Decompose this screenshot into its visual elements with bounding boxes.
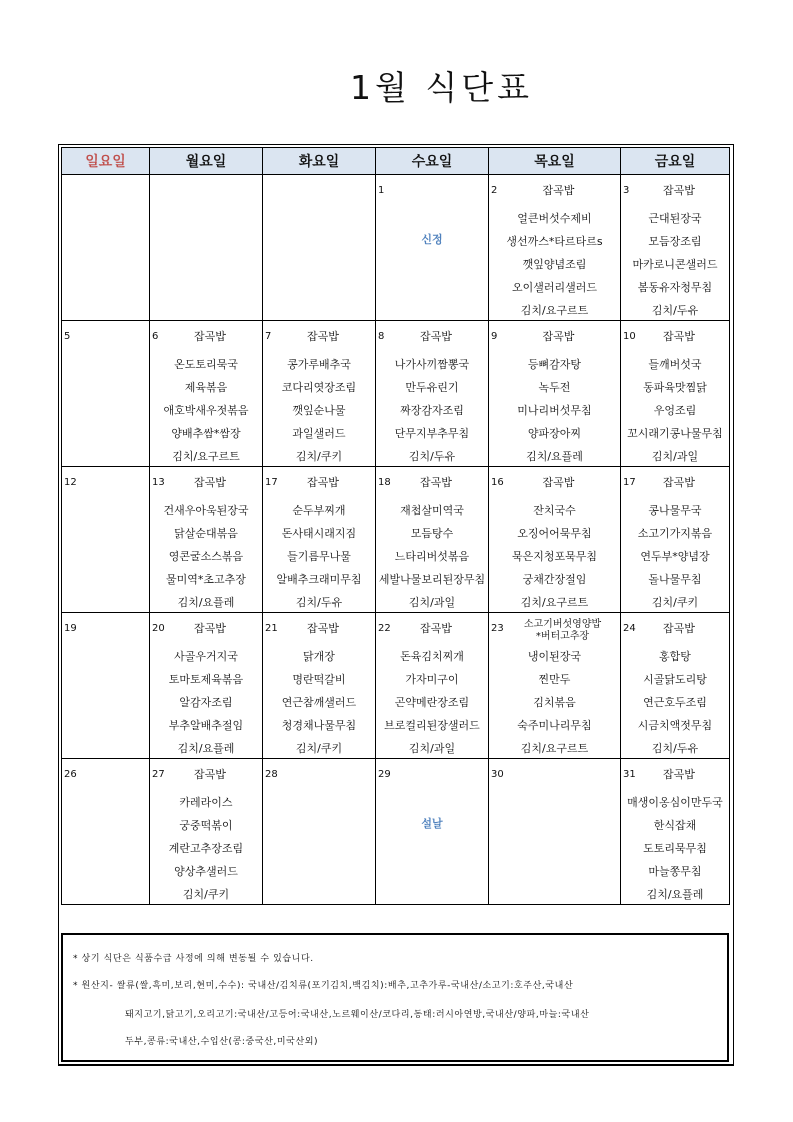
menu-item: 김치/요구르트 [520,596,589,609]
day-number: 28 [265,769,278,780]
menu-item: 닭개장 [303,650,335,663]
menu-item: 돈육김치찌개 [400,650,464,663]
menu-item: 봄동유자청무침 [637,281,713,294]
menu-item: 도토리묵무침 [643,842,707,855]
menu-item: 녹두전 [538,381,571,394]
day-cell [263,321,376,467]
menu-item: 매생이옹심이만두국 [627,796,723,809]
menu-item: 세발나물보리된장무침 [378,573,486,586]
rice-item: 잡곡밥 [194,476,226,489]
menu-item: 들깨버섯국 [648,358,702,371]
day-cell [489,467,621,613]
menu-item: 오징어어묵무침 [517,527,592,540]
header-tuesday: 화요일 [263,148,376,175]
day-cell [489,613,621,759]
menu-item: 마카로니콘샐러드 [632,258,718,271]
rice-item: 잡곡밥 [663,768,695,781]
menu-item: 미나리버섯무침 [517,404,592,417]
day-number: 27 [152,769,165,780]
menu-item: 나가사끼짬뽕국 [394,358,470,371]
day-cell [376,759,489,905]
menu-item: 양배추쌈*쌈장 [171,427,241,440]
day-number: 8 [378,331,385,342]
day-number: 18 [378,477,391,488]
day-number: 10 [623,331,636,342]
menu-item: 김치/요플레 [177,596,235,609]
menu-item: 김치/요구르트 [520,742,589,755]
day-cell [621,175,730,321]
note-origin-2: 돼지고기,닭고기,오리고기:국내산/고등어:국내산,노르웨이산/코다리,동태:러시아연방,국내산/양파,마늘:국내산 [125,1010,590,1020]
rice-item: 잡곡밥 [420,476,452,489]
menu-item: 김치/쿠키 [182,888,230,901]
day-number: 20 [152,623,165,634]
menu-item: 만두유린기 [405,381,459,394]
menu-item: 모듬장조림 [648,235,702,248]
menu-item: 근대된장국 [648,212,702,225]
day-cell [263,613,376,759]
week-row [62,321,730,467]
menu-item: 김치/쿠키 [295,450,343,463]
menu-item: 짜장감자조림 [400,404,464,417]
menu-item: 토마토제육볶음 [168,673,244,686]
day-number: 5 [64,331,71,342]
day-cell [376,467,489,613]
menu-item: 숙주미나리무침 [517,719,592,732]
menu-item: 양파장아찌 [527,427,582,440]
menu-item: 돌나물무침 [648,573,702,586]
day-number: 29 [378,769,391,780]
rice-item: 잡곡밥 [663,184,695,197]
menu-item: 김치/과일 [651,450,699,463]
menu-item: 과일샐러드 [292,427,346,440]
menu-item: 김치/요플레 [526,450,583,463]
day-number: 22 [378,623,391,634]
day-number: 19 [64,623,77,634]
day-cell [376,175,489,321]
day-number: 17 [623,477,636,488]
menu-item: 궁채간장절임 [522,573,587,586]
week-row [62,759,730,905]
menu-item: 닭살순대볶음 [174,527,238,540]
special-rice-line: *버터고추장 [535,631,590,642]
menu-item: 모듬탕수 [410,527,454,540]
menu-item: 연근참깨샐러드 [281,696,357,709]
menu-item: 연두부*양념장 [640,550,710,563]
day-number: 12 [64,477,77,488]
menu-item: 김치/요구르트 [520,304,589,317]
menu-item: 소고기가지볶음 [637,527,713,540]
menu-item: 생선까스*타르타르s [506,235,603,248]
notes-box [61,933,729,1062]
menu-item: 김치/요플레 [177,742,235,755]
day-number: 6 [152,331,159,342]
menu-item: 김치/요플레 [646,888,704,901]
day-cell [376,321,489,467]
menu-item: 한식잡채 [653,819,697,832]
rice-item: 잡곡밥 [542,184,575,197]
day-cell [62,759,150,905]
menu-item: 찐만두 [538,673,571,686]
menu-item: 카레라이스 [179,796,233,809]
menu-item: 단무지부추무침 [394,427,470,440]
menu-item: 곤약메란장조림 [394,696,470,709]
day-cell [150,759,263,905]
day-number: 7 [265,331,272,342]
rice-item: 잡곡밥 [194,330,226,343]
header-sunday: 일요일 [62,148,150,175]
special-rice-line: 소고기버섯영양밥 [523,619,602,630]
day-cell [621,321,730,467]
weekday-header-row [62,148,730,175]
menu-item: 물미역*초고추장 [166,573,246,586]
day-cell [621,759,730,905]
menu-item: 홍합탕 [659,650,691,663]
menu-item: 애호박새우젓볶음 [163,404,249,417]
day-number: 9 [491,331,498,342]
rice-item: 잡곡밥 [307,622,339,635]
day-number: 31 [623,769,636,780]
menu-item: 느타리버섯볶음 [394,550,470,563]
day-cell [489,175,621,321]
menu-item: 가자미구이 [405,673,459,686]
menu-item: 김치/두유 [651,304,699,317]
menu-item: 김치/쿠키 [295,742,343,755]
menu-item: 돈사태시래지짐 [281,527,357,540]
menu-item: 김치/과일 [408,596,456,609]
day-cell [150,175,263,321]
day-number: 17 [265,477,278,488]
menu-item: 김치/요구르트 [172,450,240,463]
menu-item: 부추알배추절임 [168,719,244,732]
day-number: 13 [152,477,165,488]
day-cell [62,321,150,467]
day-number: 23 [491,623,504,634]
day-number: 26 [64,769,77,780]
week-row [62,613,730,759]
holiday-label: 신정 [421,233,443,246]
menu-item: 깻잎순나물 [292,404,346,417]
day-cell [621,613,730,759]
day-number: 30 [491,769,504,780]
rice-item: 잡곡밥 [542,330,575,343]
day-cell [263,175,376,321]
menu-item: 김치/과일 [408,742,456,755]
day-number: 1 [378,185,385,196]
menu-item: 시골닭도리탕 [643,673,707,686]
holiday-label: 설날 [421,817,443,830]
menu-item: 시금치액젓무침 [637,719,713,732]
day-cell [150,321,263,467]
week-row [62,467,730,613]
menu-item: 브로컬리된장샐러드 [384,719,480,732]
menu-item: 사골우거지국 [174,650,238,663]
day-cell [489,321,621,467]
menu-item: 연근호두조림 [643,696,707,709]
menu-item: 김치/두유 [408,450,456,463]
menu-item: 김치볶음 [533,696,576,709]
menu-item: 건새우아욱된장국 [163,504,249,517]
day-cell [489,759,621,905]
day-cell [62,613,150,759]
day-number: 21 [265,623,278,634]
note-origin-3: 두부,콩류:국내산,수입산(콩:중국산,미국산외) [125,1037,319,1047]
menu-item: 양상추샐러드 [174,865,238,878]
day-cell [376,613,489,759]
menu-item: 들기름무나물 [287,550,351,563]
menu-item: 온도토리묵국 [174,358,238,371]
menu-item: 우엉조림 [653,404,697,417]
day-number: 2 [491,185,498,196]
menu-item: 궁중떡볶이 [179,819,233,832]
menu-item: 영콘굴소스볶음 [168,550,244,563]
menu-item: 등뼈감자탕 [527,358,582,371]
menu-item: 콩나물무국 [648,504,702,517]
menu-item: 김치/두유 [295,596,343,609]
menu-item: 얼큰버섯수제비 [517,212,592,225]
menu-item: 동파육맛찜닭 [643,381,707,394]
menu-item: 냉이된장국 [527,650,582,663]
menu-item: 코다리엿장조림 [281,381,357,394]
menu-item: 계란고추장조림 [168,842,244,855]
rice-item: 잡곡밥 [663,330,695,343]
menu-item: 재첩살미역국 [400,504,464,517]
page-title: 1월 식단표 [350,68,533,107]
rice-item: 잡곡밥 [420,330,452,343]
rice-item: 잡곡밥 [194,622,226,635]
week-row [62,175,730,321]
rice-item: 잡곡밥 [307,330,339,343]
rice-item: 잡곡밥 [307,476,339,489]
menu-item: 콩가루배추국 [287,358,351,371]
rice-item: 잡곡밥 [194,768,226,781]
menu-item: 알감자조림 [179,696,233,709]
day-cell [62,175,150,321]
menu-item: 꼬시래기콩나물무침 [627,427,723,440]
menu-item: 청경채나물무침 [281,719,357,732]
header-monday: 월요일 [150,148,263,175]
rice-item: 잡곡밥 [420,622,452,635]
menu-item: 깻잎양념조림 [522,258,587,271]
rice-item: 잡곡밥 [663,622,695,635]
day-cell [621,467,730,613]
day-cell [263,759,376,905]
note-notice: * 상기 식단은 식품수급 사정에 의해 변동될 수 있습니다. [73,954,314,964]
menu-item: 알배추크래미무침 [276,573,362,586]
day-cell [150,613,263,759]
menu-item: 마늘쫑무침 [648,865,702,878]
header-friday: 금요일 [621,148,730,175]
day-number: 3 [623,185,630,196]
menu-item: 묵은지청포묵무침 [511,550,597,563]
menu-item: 순두부찌개 [292,504,346,517]
header-thursday: 목요일 [489,148,621,175]
day-number: 24 [623,623,636,634]
menu-item: 제육볶음 [184,381,228,394]
menu-item: 김치/쿠키 [651,596,699,609]
day-cell [263,467,376,613]
day-number: 16 [491,477,504,488]
menu-item: 김치/두유 [651,742,699,755]
note-origin: * 원산지- 쌀류(쌀,흑미,보리,현미,수수): 국내산/김치류(포기김치,백김치):배추,고추가루-국내산/소고기:호주산,국내산 [73,981,574,991]
menu-item: 오이샐러리샐러드 [511,281,597,294]
day-cell [150,467,263,613]
day-cell [62,467,150,613]
rice-item: 잡곡밥 [663,476,695,489]
menu-item: 명란떡갈비 [292,673,346,686]
header-wednesday: 수요일 [376,148,489,175]
menu-item: 잔치국수 [533,504,576,517]
rice-item: 잡곡밥 [542,476,575,489]
menu-table [61,147,730,905]
